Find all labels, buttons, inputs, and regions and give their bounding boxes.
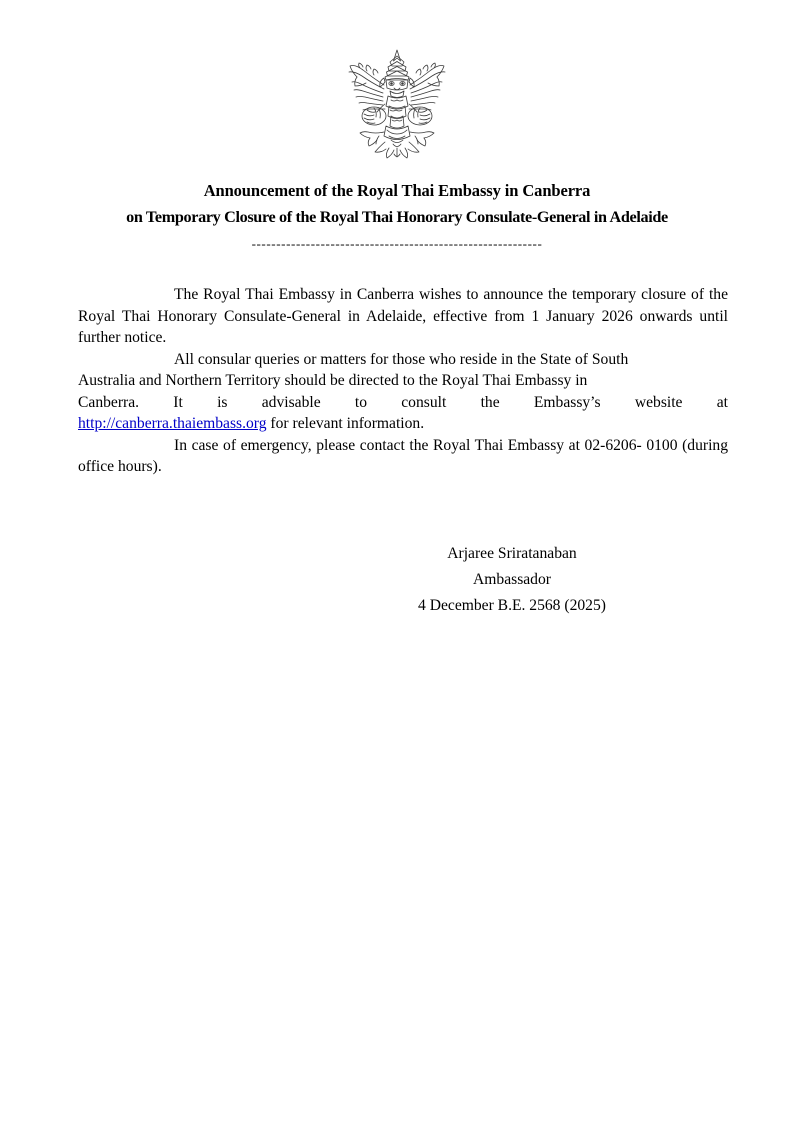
paragraph-1-line-2: closure of the Royal Thai Honorary Consulate-General in Adelaide, effective from 1 xyxy=(78,286,728,325)
paragraph-2 xyxy=(78,349,728,435)
paragraph-2-line-3-word-5: consult xyxy=(401,393,447,411)
paragraph-2-line-3-word-0: Canberra. xyxy=(78,393,140,411)
page-title-line-1: Announcement of the Royal Thai Embassy in Canberra xyxy=(203,181,591,200)
paragraph-1-line-3: January 2026 onwards until further notice. xyxy=(78,307,728,346)
paragraph-2-line-3-word-4: to xyxy=(354,393,368,411)
signature-block xyxy=(330,541,694,619)
paragraph-1-line-1: The Royal Thai Embassy in Canberra wishes to announce the temporary xyxy=(174,286,637,303)
paragraph-2-line-3-word-9: at xyxy=(716,393,728,411)
paragraph-2-line-3-word-7: Embassy’s xyxy=(533,393,601,411)
document-body xyxy=(78,284,728,478)
paragraph-2-line-2: Australia and Northern Territory should be directed to the Royal Thai Embassy in xyxy=(78,372,588,389)
paragraph-2-line-1: All consular queries or matters for those who reside in the State of South xyxy=(174,350,629,368)
paragraph-2-line-3-word-2: is xyxy=(217,393,228,411)
paragraph-2-line-3-word-6: the xyxy=(480,393,500,411)
paragraph-3-line-2: 0100 (during office hours). xyxy=(78,436,729,475)
paragraph-2-line-4-tail: for relevant information. xyxy=(266,415,425,432)
paragraph-2-line-3-row xyxy=(78,392,728,414)
paragraph-3 xyxy=(78,435,728,478)
signature-date: 4 December B.E. 2568 (2025) xyxy=(418,597,606,614)
signatory-name: Arjaree Sriratanaban xyxy=(447,545,577,562)
paragraph-3-line-1: In case of emergency, please contact the Royal Thai Embassy at 02-6206- xyxy=(174,436,642,454)
paragraph-2-line-3-word-1: It xyxy=(173,393,183,411)
paragraph-2-line-2-row xyxy=(78,370,728,392)
garuda-emblem-icon xyxy=(341,44,453,162)
paragraph-1 xyxy=(78,284,728,349)
title-divider: ----------------------------------------------------------- xyxy=(251,237,543,251)
paragraph-2-line-3-word-8: website xyxy=(634,393,683,411)
signatory-position: Ambassador xyxy=(473,571,551,588)
paragraph-2-line-1-row xyxy=(78,349,728,371)
embassy-website-link[interactable]: http://canberra.thaiembass.org xyxy=(78,415,267,432)
emblem-container xyxy=(0,44,794,167)
paragraph-2-line-3-word-3: advisable xyxy=(261,393,321,411)
paragraph-2-line-4-row xyxy=(78,413,728,435)
page-title-line-2: on Temporary Closure of the Royal Thai Honorary Consulate-General in Adelaide xyxy=(126,208,668,226)
title-block xyxy=(60,178,734,251)
